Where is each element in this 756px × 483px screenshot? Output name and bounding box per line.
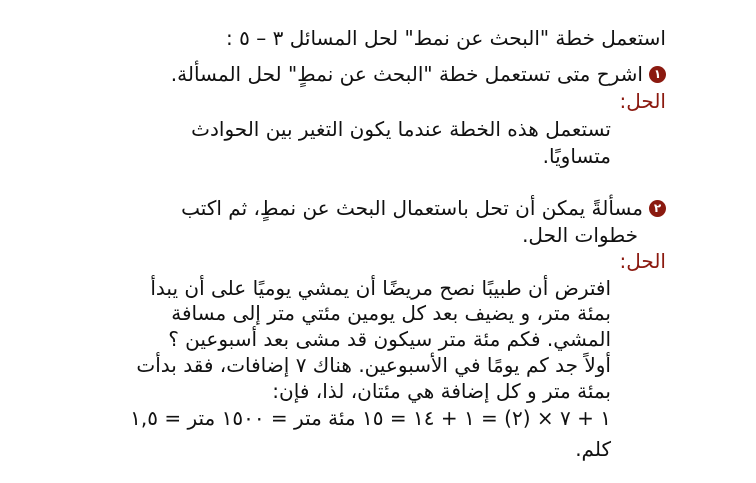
question-2-number-badge: ٢ [649, 200, 666, 217]
solution-2-label: الحل: [619, 249, 666, 273]
answer-2-line-5: بمئة متر و كل إضافة هي مئتان، لذا، فإن: [272, 379, 611, 403]
section-heading: استعمل خطة "البحث عن نمط" لحل المسائل ٣ – ٥ : [226, 26, 666, 50]
question-2 [181, 195, 666, 221]
question-2-text-line-2: خطوات الحل. [522, 223, 638, 247]
answer-2-line-3: المشي. فكم مئة متر سيكون قد مشى بعد أسبوعين ؟ [168, 327, 611, 351]
question-1-text: اشرح متى تستعمل خطة "البحث عن نمطٍ" لحل المسألة. [170, 62, 643, 86]
question-1-number-badge: ١ [649, 66, 666, 83]
solution-1-label: الحل: [619, 89, 666, 113]
answer-2-line-4: أولاً جد كم يومًا في الأسبوعين. هناك ٧ إضافات، فقد بدأت [136, 353, 611, 377]
answer-1-line-1: تستعمل هذه الخطة عندما يكون التغير بين الحوادث [191, 117, 611, 141]
question-2-text-line-1: مسألةً يمكن أن تحل باستعمال البحث عن نمطٍ، ثم اكتب [181, 196, 643, 220]
answer-2-line-2: بمئة متر، و يضيف بعد كل يومين مئتي متر إلى مسافة [171, 301, 611, 325]
answer-2-line-7: كلم. [575, 437, 611, 461]
answer-2-line-6: ١ + ٧ × (٢) = ١ + ١٤ = ١٥ مئة متر = ١٥٠٠ متر = ١,٥ [130, 406, 611, 430]
question-1 [171, 61, 666, 87]
answer-1-line-2: متساويًا. [542, 144, 611, 168]
answer-2-line-1: افترض أن طبيبًا نصح مريضًا أن يمشي يوميًا على أن يبدأ [150, 276, 611, 300]
